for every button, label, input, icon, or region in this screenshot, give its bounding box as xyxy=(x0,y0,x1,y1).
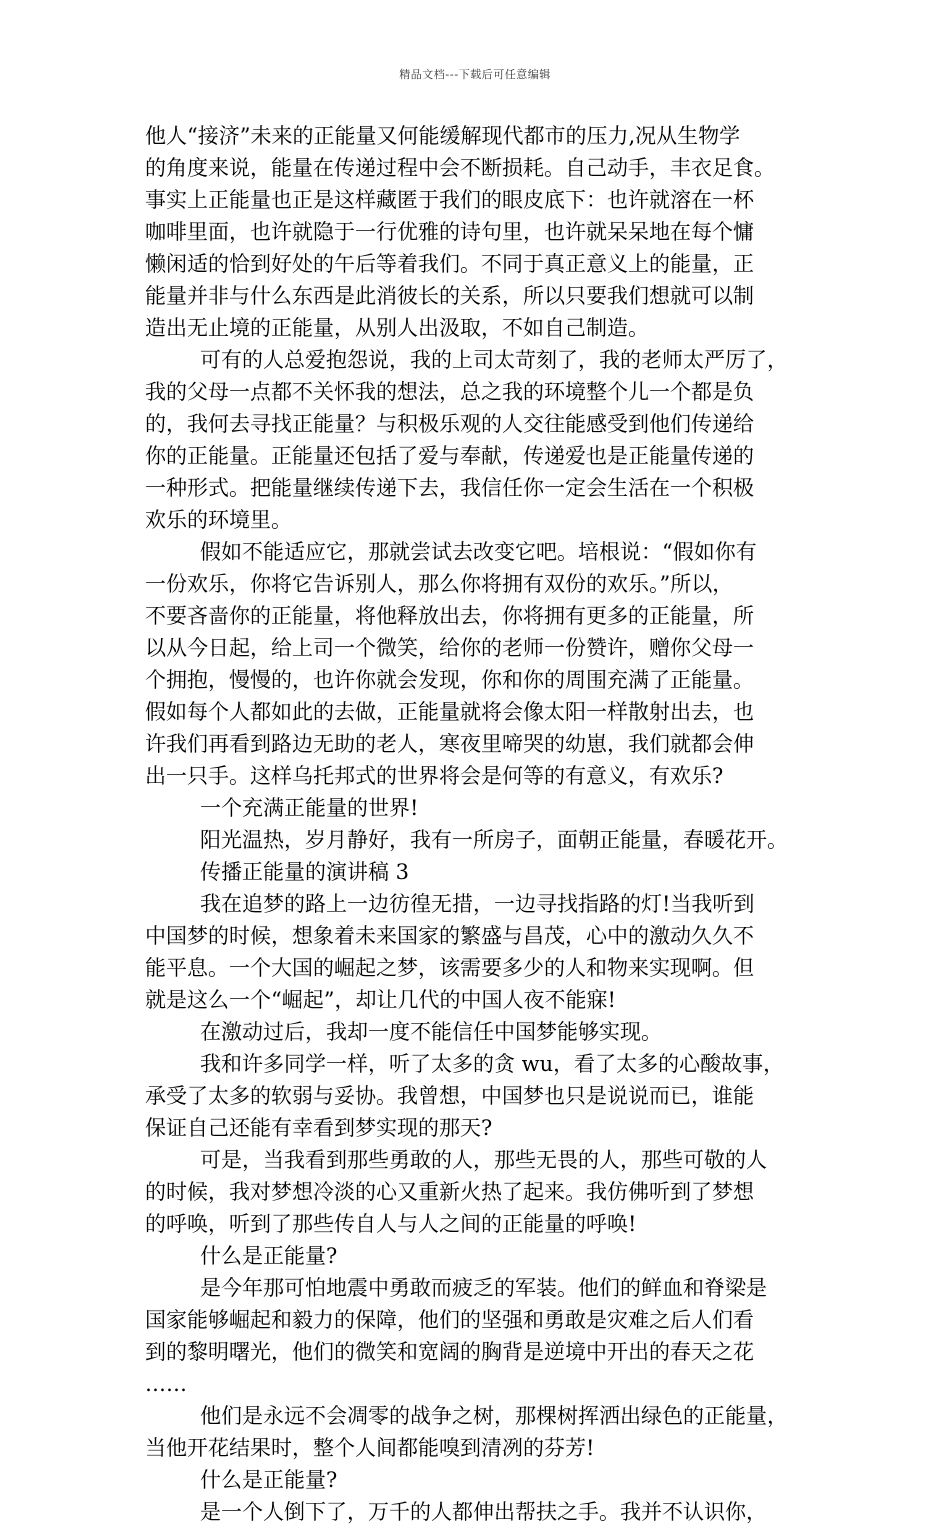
text-line: 可有的人总爱抱怨说，我的上司太苛刻了，我的老师太严厉了， xyxy=(200,348,788,372)
text-line: 的，我何去寻找正能量？与积极乐观的人交往能感受到他们传递给 xyxy=(145,412,754,436)
text-line: 能量并非与什么东西是此消彼长的关系，所以只要我们想就可以制 xyxy=(145,284,754,308)
text-line: 你的正能量。正能量还包括了爱与奉献，传递爱也是正能量传递的 xyxy=(145,444,754,468)
text-line: 在激动过后，我却一度不能信任中国梦能够实现。 xyxy=(200,1020,662,1044)
text-line: 当他开花结果时，整个人间都能嗅到清冽的芬芳! xyxy=(145,1436,595,1460)
text-line: 是一个人倒下了，万千的人都伸出帮扶之手。我并不认识你， xyxy=(200,1500,767,1524)
text-line: 出一只手。这样乌托邦式的世界将会是何等的有意义，有欢乐? xyxy=(145,764,724,788)
text-line: 承受了太多的软弱与妥协。我曾想，中国梦也只是说说而已，谁能 xyxy=(145,1084,754,1108)
text-line: 阳光温热，岁月静好，我有一所房子，面朝正能量，春暖花开。 xyxy=(200,828,788,852)
text-line: 到的黎明曙光，他们的微笑和宽阔的胸背是逆境中开出的春天之花 xyxy=(145,1340,754,1364)
text-line: 我在追梦的路上一边彷徨无措，一边寻找指路的灯!当我听到 xyxy=(200,892,755,916)
text-line: 懒闲适的恰到好处的午后等着我们。不同于真正意义上的能量，正 xyxy=(145,252,754,276)
text-line: 咖啡里面，也许就隐于一行优雅的诗句里，也许就呆呆地在每个慵 xyxy=(145,220,754,244)
text-line: 他们是永远不会凋零的战争之树，那棵树挥洒出绿色的正能量， xyxy=(200,1404,788,1428)
text-line: 能平息。一个大国的崛起之梦，该需要多少的人和物来实现啊。但 xyxy=(145,956,754,980)
text-line: 不要吝啬你的正能量，将他释放出去，你将拥有更多的正能量，所 xyxy=(145,604,754,628)
text-line: 可是，当我看到那些勇敢的人，那些无畏的人，那些可敬的人 xyxy=(200,1148,767,1172)
text-line: 欢乐的环境里。 xyxy=(145,508,292,532)
text-line: 什么是正能量? xyxy=(200,1244,338,1268)
text-line: 假如每个人都如此的去做，正能量就将会像太阳一样散射出去，也 xyxy=(145,700,754,724)
text-line: 中国梦的时候，想象着未来国家的繁盛与昌茂，心中的激动久久不 xyxy=(145,924,754,948)
text-line: 的角度来说，能量在传递过程中会不断损耗。自己动手，丰衣足食。 xyxy=(145,156,775,180)
text-line: 的时候，我对梦想冷淡的心又重新火热了起来。我仿佛听到了梦想 xyxy=(145,1180,754,1204)
text-line: 保证自己还能有幸看到梦实现的那天? xyxy=(145,1116,493,1140)
text-line: 以从今日起，给上司一个微笑，给你的老师一份赞许，赠你父母一 xyxy=(145,636,754,660)
text-line: 一份欢乐，你将它告诉别人，那么你将拥有双份的欢乐。”所以， xyxy=(145,572,734,596)
document-body xyxy=(145,120,805,1524)
text-line: 什么是正能量? xyxy=(200,1468,338,1492)
text-line: 是今年那可怕地震中勇敢而疲乏的军装。他们的鲜血和脊梁是 xyxy=(200,1276,767,1300)
text-line: 的呼唤，听到了那些传自人与人之间的正能量的呼唤! xyxy=(145,1212,637,1236)
text-line: 他人“接济”未来的正能量又何能缓解现代都市的压力,况从生物学 xyxy=(145,124,741,148)
text-line: 我和许多同学一样，听了太多的贪 wu，看了太多的心酸故事， xyxy=(200,1052,785,1076)
text-line: 一个充满正能量的世界! xyxy=(200,796,419,820)
text-line: 就是这么一个“崛起”，却让几代的中国人夜不能寐! xyxy=(145,988,616,1012)
text-line: 个拥抱，慢慢的，也许你就会发现，你和你的周围充满了正能量。 xyxy=(145,668,754,692)
text-line: 国家能够崛起和毅力的保障，他们的坚强和勇敢是灾难之后人们看 xyxy=(145,1308,754,1332)
text-line: 传播正能量的演讲稿 3 xyxy=(200,860,410,884)
text-line: 假如不能适应它，那就尝试去改变它吧。培根说：“假如你有 xyxy=(200,540,757,564)
text-line: 一种形式。把能量继续传递下去，我信任你一定会生活在一个积极 xyxy=(145,476,754,500)
text-line: …… xyxy=(145,1372,187,1396)
page-header: 精品文档---下载后可任意编辑 xyxy=(399,68,551,81)
text-line: 许我们再看到路边无助的老人，寒夜里啼哭的幼崽，我们就都会伸 xyxy=(145,732,754,756)
text-line: 事实上正能量也正是这样藏匿于我们的眼皮底下：也许就溶在一杯 xyxy=(145,188,754,212)
text-line: 我的父母一点都不关怀我的想法，总之我的环境整个儿一个都是负 xyxy=(145,380,754,404)
text-line: 造出无止境的正能量，从别人出汲取，不如自己制造。 xyxy=(145,316,649,340)
